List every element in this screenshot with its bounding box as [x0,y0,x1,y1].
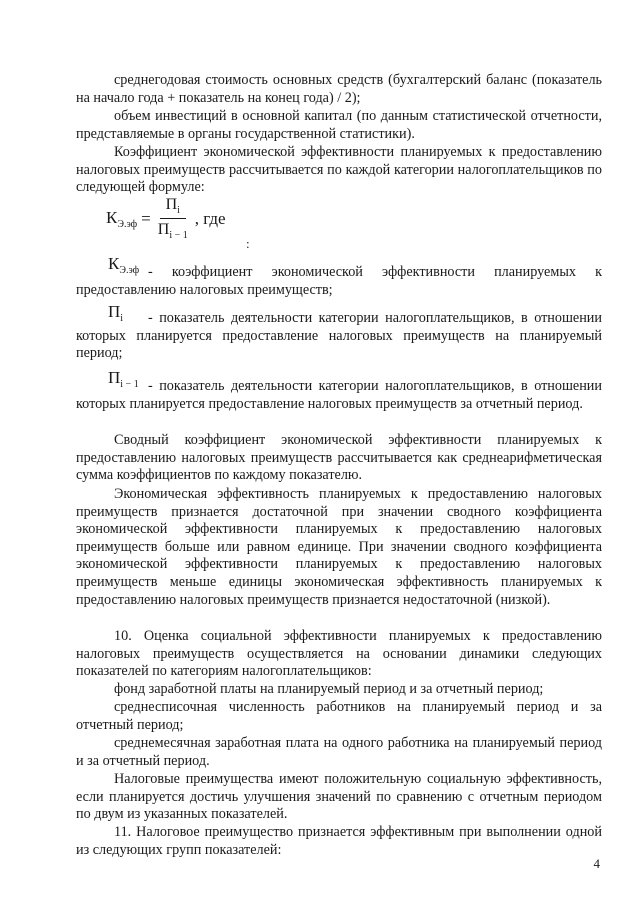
definition-symbol-k: $К_{Э.эф}$ [108,254,140,276]
definition-k: - коэффициент экономической эффективности планируемых к предоставлению налоговых преимуществ; [76,264,602,298]
formula-lhs: $К_{Э.эф}$ [106,207,138,230]
formula-denominator: $П_{i - 1}$ [157,221,188,241]
formula-equals: = [141,208,151,228]
paragraph-fixed-assets: среднегодовая стоимость основных средств (бухгалтерский баланс (показатель на начало года + показатель на конец года) / 2); [76,72,602,106]
list-item-headcount: среднесписочная численность работников на планируемый период и за отчетный период; [76,699,602,733]
definition-symbol-pi-1: $П_{i - 1}$ [108,368,139,390]
paragraph-coefficient-intro: Коэффициент экономической эффективности планируемых к предоставлению налоговых преимуществ рассчитывается по каждой категории налогоплательщиков по следующей формуле: [76,144,602,196]
formula-colon: : [246,236,250,251]
formula-fraction [158,196,188,241]
definition-symbol-pi: $П_i$ [108,302,124,324]
efficiency-formula [106,196,226,241]
paragraph-social-positive: Налоговые преимущества имеют положительную социальную эффективность, если планируется достичь улучшения значений по сравнению с отчетным периодом по двум из указанных показателей. [76,771,602,823]
list-item-payroll: фонд заработной платы на планируемый период и за отчетный период; [114,681,544,697]
formula-suffix: , где [194,208,226,228]
definition-pi-1: - показатель деятельности категории налогоплательщиков, в отношении которых планируется предоставление налоговых преимуществ за отчетный период. [76,378,602,412]
paragraph-tax-advantage: 11. Налоговое преимущество признается эффективным при выполнении одной из следующих групп показателей: [76,824,602,858]
paragraph-investments: объем инвестиций в основной капитал (по данным статистической отчетности, представляемые в органы государственной статистики). [76,108,602,142]
paragraph-summary-coefficient: Сводный коэффициент экономической эффективности планируемых к предоставлению налоговых преимуществ рассчитывается как среднеарифметическая сумма коэффициентов по каждому показателю. [76,432,602,484]
page-number: 4 [593,856,600,871]
formula-numerator: $П_i$ [160,196,186,219]
paragraph-social-efficiency: 10. Оценка социальной эффективности планируемых к предоставлению налоговых преимуществ осуществляется на основании динамики следующих показателей по категориям налогоплательщиков: [76,628,602,680]
paragraph-economic-efficiency: Экономическая эффективность планируемых к предоставлению налоговых преимуществ признается достаточной при значении сводного коэффициента экономической эффективности планируемых к предоставлению налоговых преимуществ больше или равном единице. При значении сводного коэффициента экономической эффективности планируемых к предоставлению налоговых преимуществ меньше единицы экономическая эффективность планируемых к предоставлению налоговых преимуществ признается недостаточной (низкой). [76,486,602,608]
list-item-average-salary: среднемесячная заработная плата на одного работника на планируемый период и за отчетный период. [76,735,602,769]
definition-pi: - показатель деятельности категории налогоплательщиков, в отношении которых планируется предоставление налоговых преимуществ на планируемый период; [76,310,602,362]
